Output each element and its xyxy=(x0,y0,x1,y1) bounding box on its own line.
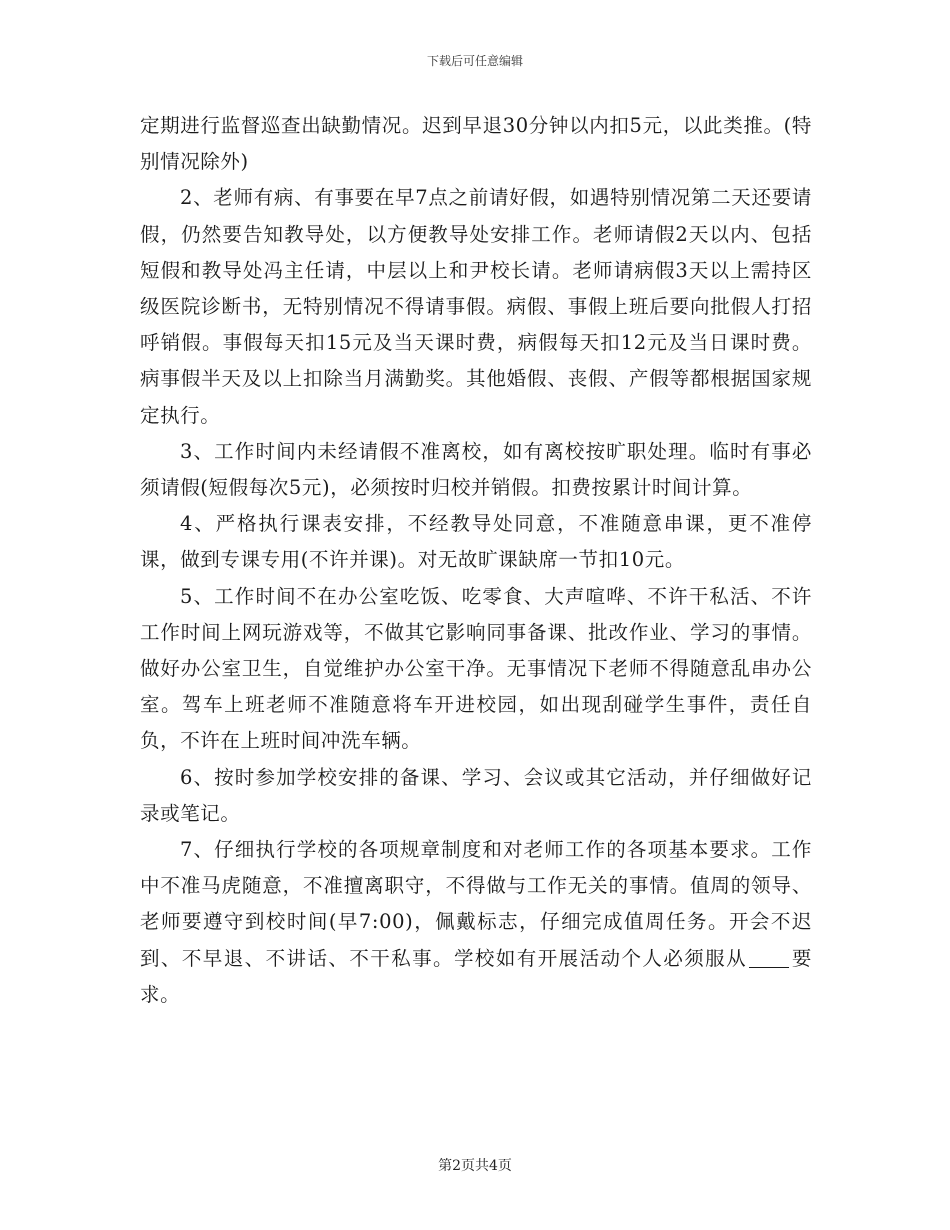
paragraph-7-tail: 要求。 xyxy=(140,946,812,1006)
paragraph-6: 6、按时参加学校安排的备课、学习、会议或其它活动，并仔细做好记录或笔记。 xyxy=(140,765,812,825)
paragraph-3: 3、工作时间内未经请假不准离校，如有离校按旷职处理。临时有事必须请假(短假每次5元)，必须按时归校并销假。扣费按累计时间计算。 xyxy=(140,439,812,500)
paragraph-4: 4、严格执行课表安排，不经教导处同意，不准随意串课，更不准停课，做到专课专用(不许并课)。对无故旷课缺席一节扣10元。 xyxy=(140,512,812,572)
fill-in-blank xyxy=(749,949,789,968)
document-body xyxy=(140,108,812,1013)
page-header: 下载后可任意编辑 xyxy=(426,54,523,68)
page-number: 第2页共4页 xyxy=(438,1158,512,1174)
paragraph-1: 定期进行监督巡查出缺勤情况。迟到早退30分钟以内扣5元，以此类推。(特别情况除外) xyxy=(140,114,812,174)
paragraph-5: 5、工作时间不在办公室吃饭、吃零食、大声喧哗、不许干私活、不许工作时间上网玩游戏等，不做其它影响同事备课、批改作业、学习的事情。做好办公室卫生，自觉维护办公室干净。无事情况下老师不得随意乱串办公室。驾车上班老师不准随意将车开进校园，如出现刮碰学生事件，责任自负，不许在上班时间冲洗车辆。 xyxy=(140,584,812,753)
paragraph-7 xyxy=(140,832,812,1013)
paragraph-2: 2、老师有病、有事要在早7点之前请好假，如遇特别情况第二天还要请假，仍然要告知教导处，以方便教导处安排工作。老师请假2天以内、包括短假和教导处冯主任请，中层以上和尹校长请。老师请病假3天以上需持区级医院诊断书，无特别情况不得请事假。病假、事假上班后要向批假人打招呼销假。事假每天扣15元及当天课时费，病假每天扣12元及当日课时费。病事假半天及以上扣除当月满勤奖。其他婚假、丧假、产假等都根据国家规定执行。 xyxy=(140,186,812,427)
paragraph-7-text: 7、仔细执行学校的各项规章制度和对老师工作的各项基本要求。工作中不准马虎随意，不准擅离职守，不得做与工作无关的事情。值周的领导、老师要遵守到校时间(早7:00)，佩戴标志，仔细完成值周任务。开会不迟到、不早退、不讲话、不干私事。学校如有开展活动个人必须服从 xyxy=(140,838,812,970)
